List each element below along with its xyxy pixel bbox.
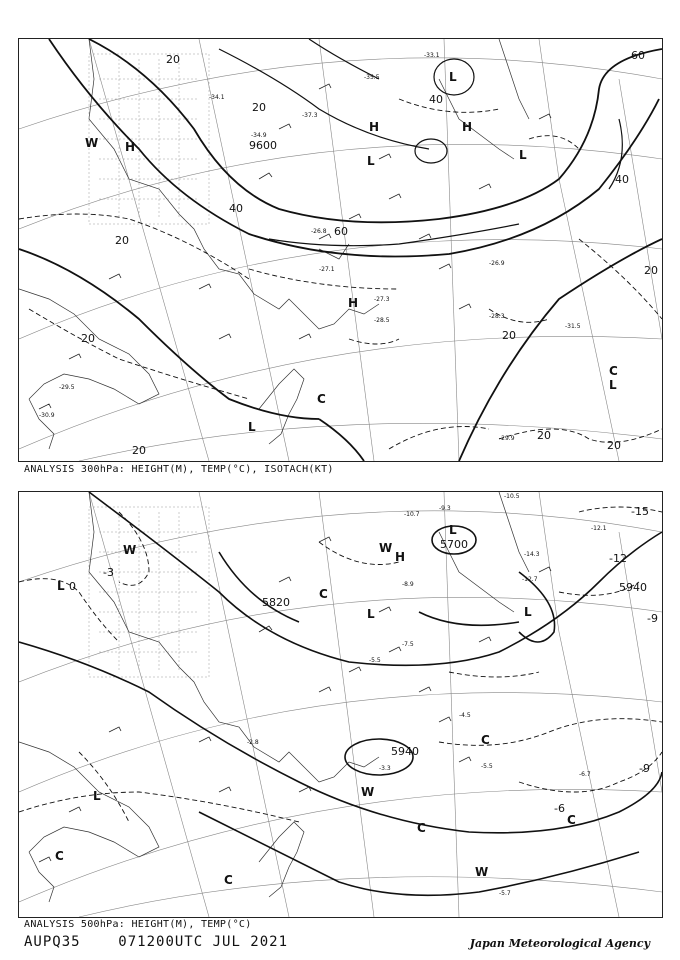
svg-text:-5.5: -5.5	[481, 763, 493, 770]
wind-barbs	[39, 537, 551, 862]
svg-text:-2.8: -2.8	[247, 739, 259, 746]
svg-text:-12: -12	[609, 552, 627, 565]
svg-text:-10.7: -10.7	[404, 511, 420, 518]
high-center-label: H	[462, 120, 473, 134]
cold-center-label: C	[317, 392, 326, 406]
svg-text:5940: 5940	[619, 581, 647, 594]
svg-text:40: 40	[229, 202, 243, 215]
chart-code: AUPQ35	[24, 934, 81, 950]
low-center-label: L	[367, 154, 375, 168]
svg-text:40: 40	[429, 93, 443, 106]
warm-center-label: W	[475, 865, 489, 879]
svg-text:-35.5: -35.5	[364, 74, 380, 81]
svg-text:-28.3: -28.3	[489, 313, 505, 320]
low-center-label: L	[248, 420, 256, 434]
svg-text:-34.9: -34.9	[251, 132, 267, 139]
high-center-label: H	[348, 296, 359, 310]
svg-text:5820: 5820	[262, 596, 290, 609]
svg-text:-34.1: -34.1	[209, 94, 225, 101]
chart-time: 071200UTC JUL 2021	[118, 934, 289, 950]
svg-text:-26.9: -26.9	[489, 260, 505, 267]
cold-center-label: C	[481, 733, 490, 747]
low-center-label: L	[519, 148, 527, 162]
svg-text:60: 60	[334, 225, 348, 238]
svg-text:5700: 5700	[440, 538, 468, 551]
svg-text:-31.5: -31.5	[565, 323, 581, 330]
svg-text:-9: -9	[647, 612, 658, 625]
svg-text:20: 20	[166, 53, 180, 66]
svg-text:20: 20	[502, 329, 516, 342]
svg-text:9600: 9600	[249, 139, 277, 152]
contour-labels	[69, 505, 658, 815]
caption-500hpa: ANALYSIS 500hPa: HEIGHT(M), TEMP(°C)	[24, 919, 252, 930]
svg-text:-27.3: -27.3	[374, 296, 390, 303]
svg-text:-12.7: -12.7	[522, 576, 538, 583]
svg-text:0: 0	[69, 580, 76, 593]
svg-text:20: 20	[132, 444, 146, 457]
svg-text:-3: -3	[103, 566, 114, 579]
cold-center-label: C	[55, 849, 64, 863]
chart-300hpa	[18, 38, 663, 462]
caption-300hpa: ANALYSIS 300hPa: HEIGHT(M), TEMP(°C), ISOTACH(KT)	[24, 464, 334, 475]
svg-text:-27.1: -27.1	[319, 266, 335, 273]
high-center-label: H	[125, 140, 136, 154]
svg-text:20: 20	[115, 234, 129, 247]
svg-text:-33.1: -33.1	[424, 52, 440, 59]
agency-name: Japan Meteorological Agency	[469, 937, 650, 950]
svg-text:-37.3: -37.3	[302, 112, 318, 119]
svg-text:-8.9: -8.9	[402, 581, 414, 588]
svg-text:-4.5: -4.5	[459, 712, 471, 719]
graticule	[19, 492, 662, 917]
svg-text:-5.5: -5.5	[369, 657, 381, 664]
low-center-label: L	[449, 523, 457, 537]
svg-text:-3.3: -3.3	[379, 765, 391, 772]
svg-text:60: 60	[631, 49, 645, 62]
warm-center-label: W	[361, 785, 375, 799]
low-center-label: L	[524, 605, 532, 619]
svg-text:-6: -6	[554, 802, 565, 815]
low-center-label: L	[609, 378, 617, 392]
cold-center-label: C	[417, 821, 426, 835]
cold-center-label: C	[224, 873, 233, 887]
svg-text:-29.9: -29.9	[499, 435, 515, 442]
svg-text:-7.5: -7.5	[402, 641, 414, 648]
svg-text:20: 20	[607, 439, 621, 452]
svg-text:20: 20	[537, 429, 551, 442]
svg-text:20: 20	[644, 264, 658, 277]
cold-center-label: C	[609, 364, 618, 378]
chart-500hpa	[18, 491, 663, 918]
svg-text:-9: -9	[639, 762, 650, 775]
svg-text:-5.7: -5.7	[499, 890, 511, 897]
svg-text:-10.5: -10.5	[504, 493, 520, 500]
svg-text:-14.3: -14.3	[524, 551, 540, 558]
svg-text:-28.5: -28.5	[374, 317, 390, 324]
cold-center-label: C	[567, 813, 576, 827]
chart-identifier	[24, 934, 288, 950]
low-center-label: L	[93, 789, 101, 803]
map-500hpa	[19, 492, 662, 917]
low-center-label: L	[367, 607, 375, 621]
graticule	[19, 39, 662, 461]
svg-text:-29.5: -29.5	[59, 384, 75, 391]
high-center-label: H	[369, 120, 380, 134]
svg-text:40: 40	[615, 173, 629, 186]
warm-center-label: W	[123, 543, 137, 557]
svg-text:-9.3: -9.3	[439, 505, 451, 512]
svg-text:-6.7: -6.7	[579, 771, 591, 778]
cold-center-label: C	[319, 587, 328, 601]
warm-center-label: W	[379, 541, 393, 555]
low-center-label: L	[57, 579, 65, 593]
terrain-mask	[89, 507, 209, 677]
pressure-centers	[85, 70, 618, 434]
warm-center-label: W	[85, 136, 99, 150]
map-300hpa	[19, 39, 662, 461]
svg-text:20: 20	[81, 332, 95, 345]
svg-text:5940: 5940	[391, 745, 419, 758]
svg-text:20: 20	[252, 101, 266, 114]
svg-text:-15: -15	[631, 505, 649, 518]
high-center-label: H	[395, 550, 406, 564]
svg-text:-26.8: -26.8	[311, 228, 327, 235]
svg-text:-12.1: -12.1	[591, 525, 607, 532]
low-center-label: L	[449, 70, 457, 84]
contour-labels	[81, 49, 658, 457]
svg-text:-30.9: -30.9	[39, 412, 55, 419]
